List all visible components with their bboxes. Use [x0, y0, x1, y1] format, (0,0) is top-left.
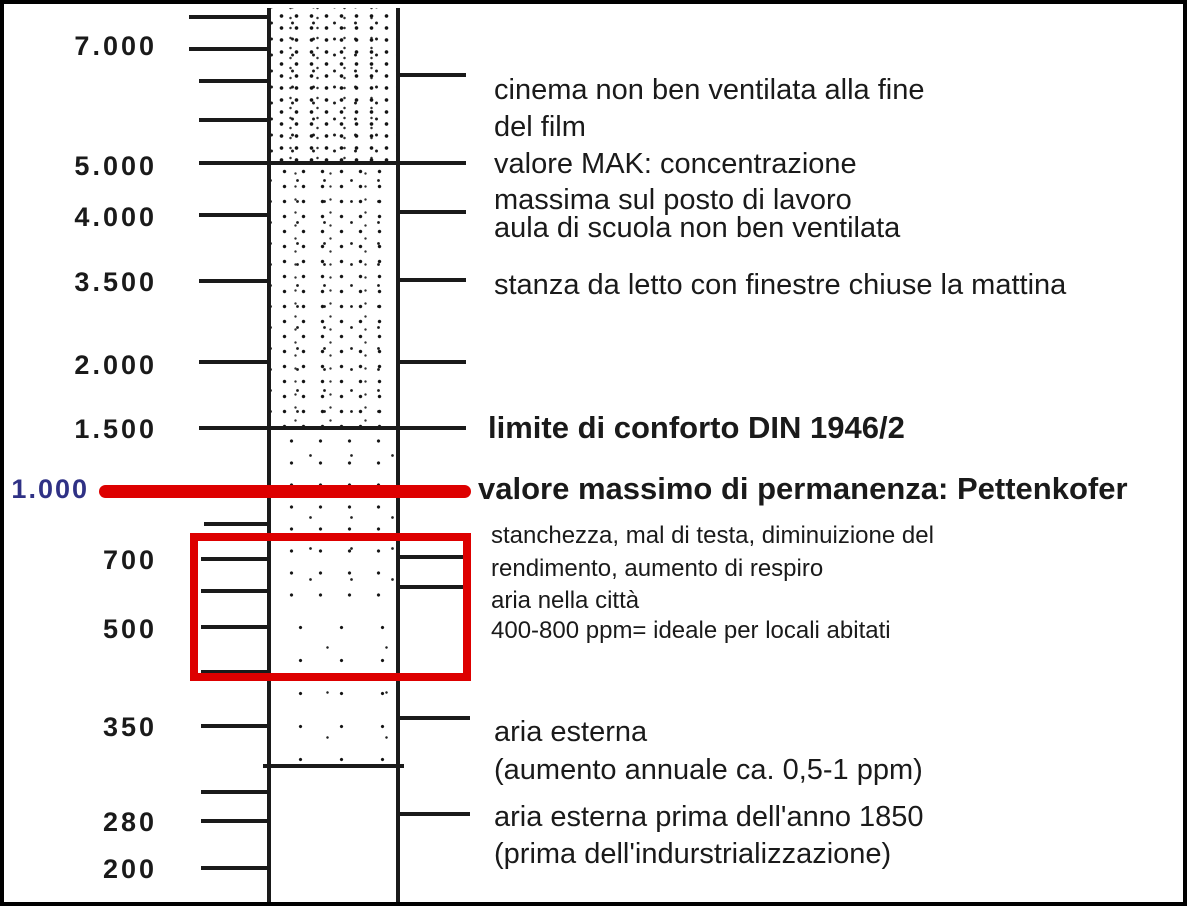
scale-label: 3.500 [74, 267, 157, 297]
tick-mark [400, 210, 466, 214]
tick-mark [199, 161, 466, 165]
annotation: aula di scuola non ben ventilata [494, 212, 901, 244]
tick-mark [201, 866, 271, 870]
tick-mark [400, 73, 466, 77]
tick-mark [199, 279, 271, 283]
tick-mark [400, 812, 470, 816]
annotation: massima sul posto di lavoro [494, 184, 852, 216]
stipple-medium-section [271, 161, 396, 426]
tick-mark [263, 764, 404, 768]
scale-label: 350 [102, 712, 157, 742]
co2-column [267, 8, 400, 906]
scale-label: 1.000 [11, 474, 89, 504]
scale-label: 5.000 [74, 151, 157, 181]
scale-label: 280 [102, 807, 157, 837]
annotation: del film [494, 111, 586, 143]
scale-label: 2.000 [74, 350, 157, 380]
tick-mark [201, 724, 271, 728]
scale-label: 4.000 [74, 202, 157, 232]
annotation: aria nella città [491, 587, 640, 614]
tick-mark [400, 278, 466, 282]
pettenkofer-red-line [99, 485, 471, 498]
scale-label: 500 [102, 614, 157, 644]
scale-label: 7.000 [74, 31, 157, 61]
annotation: stanza da letto con finestre chiuse la mattina [494, 269, 1067, 301]
tick-mark [400, 716, 470, 720]
annotation: limite di conforto DIN 1946/2 [488, 410, 905, 445]
annotation: (prima dell'indurstrializzazione) [494, 838, 892, 870]
ideal-range-red-box [190, 533, 471, 681]
tick-mark [199, 79, 271, 83]
tick-mark [199, 426, 466, 430]
annotation: aria esterna prima dell'anno 1850 [494, 801, 924, 833]
annotation: valore MAK: concentrazione [494, 148, 857, 180]
tick-mark [199, 360, 271, 364]
scale-label: 1.500 [74, 414, 157, 444]
tick-mark [400, 360, 466, 364]
scale-label: 700 [102, 545, 157, 575]
annotation: 400-800 ppm= ideale per locali abitati [491, 617, 891, 644]
tick-mark [204, 522, 271, 526]
annotation: aria esterna [494, 716, 648, 748]
tick-mark [189, 47, 271, 51]
stipple-dense-section [271, 8, 396, 161]
annotation: stanchezza, mal di testa, diminuizione del [491, 522, 934, 549]
annotation: valore massimo di permanenza: Pettenkofer [478, 471, 1128, 506]
tick-mark [201, 790, 271, 794]
annotation: (aumento annuale ca. 0,5-1 ppm) [494, 754, 923, 786]
tick-mark [189, 15, 271, 19]
scale-label: 200 [102, 854, 157, 884]
annotation: cinema non ben ventilata alla fine [494, 74, 925, 106]
tick-mark [201, 819, 271, 823]
pre-1850-blank-section [271, 764, 396, 906]
tick-mark [199, 118, 271, 122]
tick-mark [199, 213, 271, 217]
annotation: rendimento, aumento di respiro [491, 555, 824, 582]
